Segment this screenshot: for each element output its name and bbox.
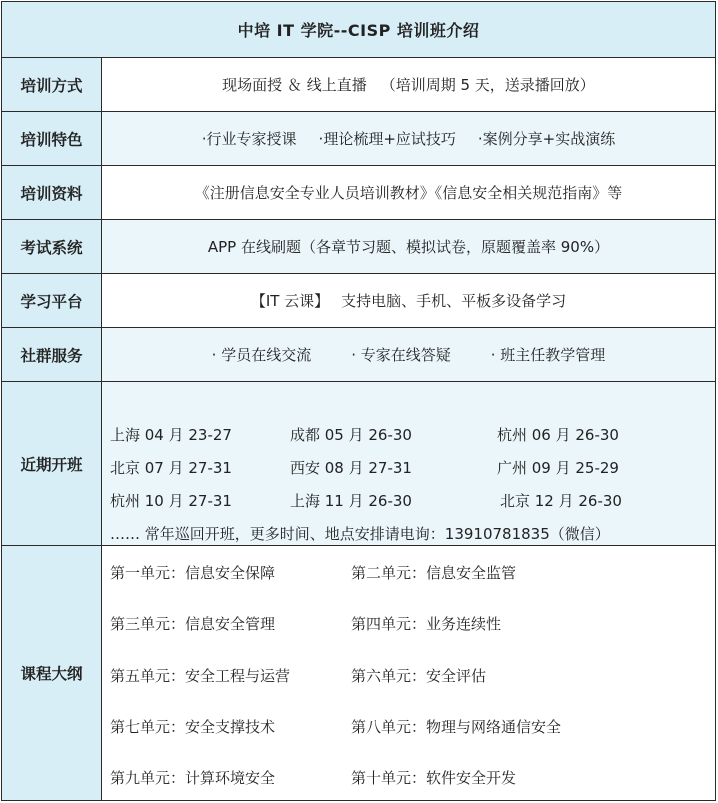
platform-name: 【IT 云课】 [250, 292, 330, 310]
row-community [2, 328, 715, 382]
community-item: · 专家在线答疑 [351, 346, 451, 364]
row-label: 培训资料 [2, 166, 102, 219]
session-item: 成都 05 月 26-30 [290, 426, 412, 444]
session-item: 上海 11 月 26-30 [290, 492, 412, 510]
row-exam [2, 220, 715, 274]
session-item: 西安 08 月 27-31 [290, 459, 412, 477]
schedule-note: …… 常年巡回开班，更多时间、地点安排请电询：13910781835（微信） [110, 525, 610, 543]
row-features [2, 112, 715, 166]
row-label: 近期开班 [2, 382, 102, 545]
row-value [102, 112, 715, 165]
schedule-grid [102, 382, 715, 545]
row-value [102, 220, 715, 273]
exam-text: APP 在线刷题（各章节习题、模拟试卷，原题覆盖率 90%） [207, 238, 610, 256]
platform-desc: 支持电脑、手机、平板多设备学习 [341, 292, 567, 310]
row-label: 社群服务 [2, 328, 102, 381]
table-title: 中培 IT 学院--CISP 培训班介绍 [237, 21, 480, 40]
session-item: 广州 09 月 25-29 [497, 459, 619, 477]
row-label: 课程大纲 [2, 546, 102, 800]
feature-item: ·理论梳理+应试技巧 [318, 130, 456, 148]
session-item: 杭州 06 月 26-30 [497, 426, 619, 444]
community-item: · 班主任教学管理 [490, 346, 606, 364]
row-label: 学习平台 [2, 274, 102, 327]
row-value [102, 274, 715, 327]
session-item: 上海 04 月 23-27 [110, 426, 232, 444]
unit-item: 第九单元：计算环境安全 [110, 769, 276, 787]
unit-item: 第七单元：安全支撑技术 [110, 718, 276, 736]
course-intro-table [1, 1, 716, 801]
session-item: 杭州 10 月 27-31 [110, 492, 232, 510]
feature-item: ·案例分享+实战演练 [477, 130, 616, 148]
materials-text: 《注册信息安全专业人员培训教材》《信息安全相关规范指南》等 [194, 184, 623, 202]
unit-item: 第四单元：业务连续性 [351, 615, 502, 633]
unit-item: 第十单元：软件安全开发 [351, 769, 517, 787]
row-value [102, 58, 715, 111]
session-item: 北京 12 月 26-30 [500, 492, 622, 510]
feature-item: ·行业专家授课 [201, 130, 297, 148]
row-label: 培训特色 [2, 112, 102, 165]
format-modes: 现场面授 ＆ 线上直播 [222, 76, 367, 94]
row-value [102, 166, 715, 219]
row-outline [2, 546, 715, 800]
row-value [102, 328, 715, 381]
row-format [2, 58, 715, 112]
unit-item: 第八单元：物理与网络通信安全 [351, 718, 562, 736]
unit-item: 第三单元：信息安全管理 [110, 615, 276, 633]
row-label: 考试系统 [2, 220, 102, 273]
session-item: 北京 07 月 27-31 [110, 459, 232, 477]
unit-item: 第五单元：安全工程与运营 [110, 667, 291, 685]
row-label: 培训方式 [2, 58, 102, 111]
unit-item: 第六单元：安全评估 [351, 667, 487, 685]
outline-grid [102, 546, 715, 800]
unit-item: 第一单元：信息安全保障 [110, 564, 276, 582]
unit-item: 第二单元：信息安全监管 [351, 564, 517, 582]
community-item: · 学员在线交流 [211, 346, 312, 364]
row-materials [2, 166, 715, 220]
row-schedule [2, 382, 715, 546]
format-duration: （培训周期 5 天，送录播回放） [380, 76, 595, 94]
title-row [2, 2, 715, 58]
row-platform [2, 274, 715, 328]
